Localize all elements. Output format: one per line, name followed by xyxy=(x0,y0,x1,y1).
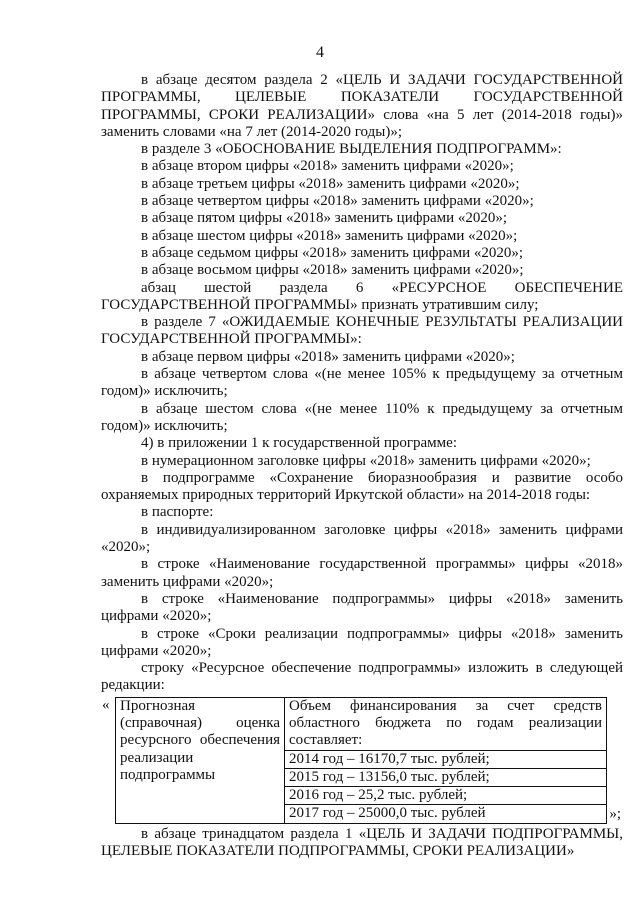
amount-2014: 2014 год – 16170,7 тыс. рублей; xyxy=(285,750,606,768)
amendment-paragraph: абзац шестой раздела 6 «РЕСУРСНОЕ ОБЕСПЕЧЕНИЕ ГОСУДАРСТВЕННОЙ ПРОГРАММЫ» признать утратившим силу; xyxy=(101,279,623,313)
amount-2017: 2017 год – 25000,0 тыс. рублей xyxy=(285,804,606,822)
amount-2016: 2016 год – 25,2 тыс. рублей; xyxy=(285,786,606,804)
amendment-paragraph: в подпрограмме «Сохранение биоразнообразия и развитие особо охраняемых природных территорий Иркутской области» на 2014-2018 годы: xyxy=(101,469,623,504)
amendment-paragraph: в абзаце первом цифры «2018» заменить цифрами «2020»; xyxy=(141,348,515,365)
amendment-paragraph: в строке «Наименование подпрограммы» цифры «2018» заменить цифрами «2020»; xyxy=(101,590,623,625)
amendments-list-continued xyxy=(101,826,623,861)
amendment-paragraph: в абзаце шестом слова «(не менее 110% к предыдущему за отчетным годом)» исключить; xyxy=(101,400,623,434)
resource-table xyxy=(115,697,607,824)
amendment-paragraph: в абзаце тринадцатом раздела 1 «ЦЕЛЬ И ЗАДАЧИ ПОДПРОГРАММЫ, ЦЕЛЕВЫЕ ПОКАЗАТЕЛИ ПОДПРОГРАММЫ, СРОКИ РЕАЛИЗАЦИИ» xyxy=(101,825,623,860)
amendment-paragraph: в абзаце шестом цифры «2018» заменить цифрами «2020»; xyxy=(141,227,518,244)
table-right-cell xyxy=(285,697,607,823)
amendment-paragraph: строку «Ресурсное обеспечение подпрограммы» изложить в следующей редакции: xyxy=(101,660,623,694)
table-left-cell: Прогнозная (справочная) оценка ресурсного обеспечения реализации подпрограммы xyxy=(116,697,285,823)
amendment-paragraph: в паспорте: xyxy=(141,504,214,521)
table-close-quote: »; xyxy=(609,806,621,823)
amendment-paragraph: в абзаце десятом раздела 2 «ЦЕЛЬ И ЗАДАЧИ ГОСУДАРСТВЕННОЙ ПРОГРАММЫ, ЦЕЛЕВЫЕ ПОКАЗАТЕЛИ ГОСУДАРСТВЕННОЙ ПРОГРАММЫ, СРОКИ РЕАЛИЗАЦИИ» слова «на 5 лет (2014-2018 годы)» заменить словами «на 7 лет (2014-2020 годы)»; xyxy=(101,72,623,140)
financing-intro: Объем финансирования за счет средств областного бюджета по годам реализации составляет: xyxy=(289,697,602,749)
resource-table-block xyxy=(101,697,623,824)
amendment-paragraph: в абзаце третьем цифры «2018» заменить цифрами «2020»; xyxy=(141,175,520,192)
amendment-paragraph: в индивидуализированном заголовке цифры «2018» заменить цифрами «2020»; xyxy=(101,521,623,556)
amendments-list xyxy=(101,72,623,695)
amendment-paragraph: в разделе 3 «ОБОСНОВАНИЕ ВЫДЕЛЕНИЯ ПОДПРОГРАММ»: xyxy=(141,141,562,158)
amendment-paragraph: в абзаце четвертом слова «(не менее 105% к предыдущему за отчетным годом)» исключить; xyxy=(101,366,623,400)
document-body xyxy=(101,72,623,860)
amendment-paragraph: в разделе 7 «ОЖИДАЕМЫЕ КОНЕЧНЫЕ РЕЗУЛЬТАТЫ РЕАЛИЗАЦИИ ГОСУДАРСТВЕННОЙ ПРОГРАММЫ»: xyxy=(101,314,623,348)
amendment-paragraph: в абзаце четвертом цифры «2018» заменить цифрами «2020»; xyxy=(141,193,534,210)
amendment-paragraph: 4) в приложении 1 к государственной программе: xyxy=(141,435,457,452)
table-open-quote: « xyxy=(102,696,110,713)
amendment-paragraph: в абзаце пятом цифры «2018» заменить цифрами «2020»; xyxy=(141,210,508,227)
amendment-paragraph: в абзаце седьмом цифры «2018» заменить цифрами «2020»; xyxy=(141,244,524,261)
amendment-paragraph: в строке «Сроки реализации подпрограммы» цифры «2018» заменить цифрами «2020»; xyxy=(101,625,623,659)
amount-2015: 2015 год – 13156,0 тыс. рублей; xyxy=(285,768,606,786)
amendment-paragraph: в нумерационном заголовке цифры «2018» заменить цифрами «2020»; xyxy=(141,452,591,469)
amendment-paragraph: в абзаце втором цифры «2018» заменить цифрами «2020»; xyxy=(141,158,514,175)
page-number: 4 xyxy=(316,44,324,61)
amendment-paragraph: в строке «Наименование государственной программы» цифры «2018» заменить цифрами «2020»; xyxy=(101,556,623,590)
amendment-paragraph: в абзаце восьмом цифры «2018» заменить цифрами «2020»; xyxy=(141,262,524,279)
